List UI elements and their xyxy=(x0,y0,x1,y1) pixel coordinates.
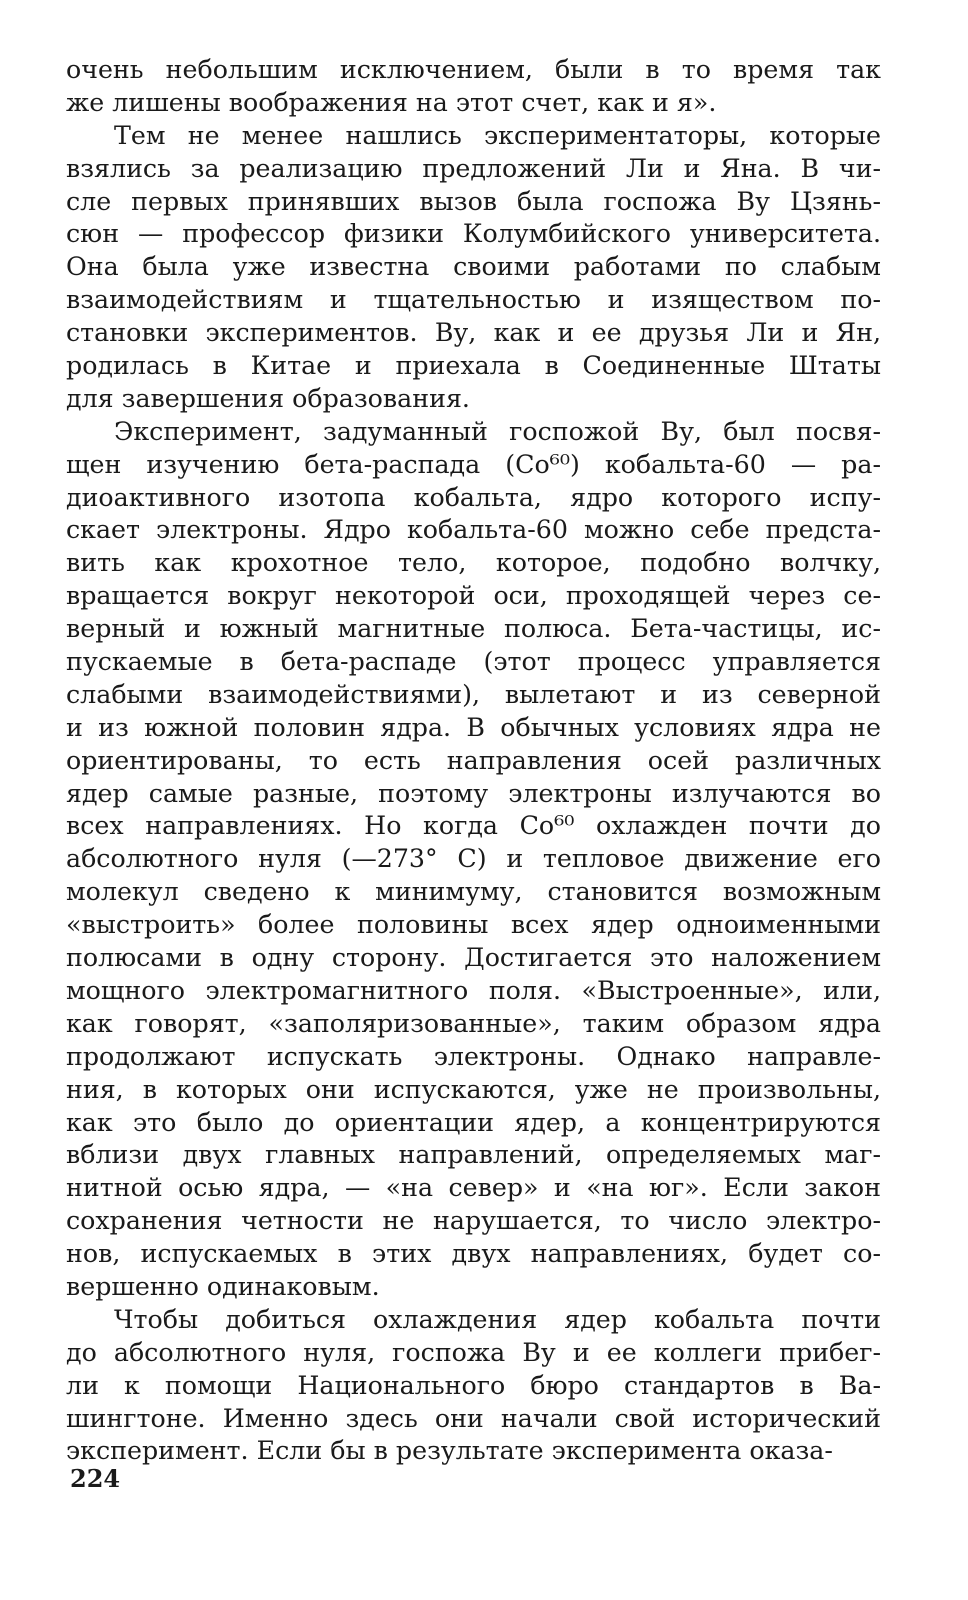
text-line: Чтобы добиться охлаждения ядер кобальта почти xyxy=(114,1304,881,1334)
text-line: полюсами в одну сторону. Достигается это наложением xyxy=(66,943,881,973)
text-line: же лишены воображения на этот счет, как и я». xyxy=(66,87,717,117)
text-line: вершенно одинаковым. xyxy=(66,1271,380,1301)
text-line: диоактивного изотопа кобальта, ядро которого испу- xyxy=(66,482,881,512)
text-line: взаимодействиям и тщательностью и изяществом по- xyxy=(66,285,881,315)
paragraph xyxy=(66,416,881,1304)
text-line: Эксперимент, задуманный госпожой Ву, был посвя- xyxy=(114,416,881,446)
text-line: Она была уже известна своими работами по слабым xyxy=(66,252,881,282)
text-line: скает электроны. Ядро кобальта-60 можно себе предста- xyxy=(66,515,881,545)
text-line: как это было до ориентации ядер, а концентрируются xyxy=(66,1107,881,1137)
text-line: ния, в которых они испускаются, уже не произвольны, xyxy=(66,1074,881,1104)
text-line: вращается вокруг некоторой оси, проходящей через се- xyxy=(66,581,881,611)
text-line: нитной осью ядра, — «на север» и «на юг». Если закон xyxy=(66,1173,881,1203)
text-line: молекул сведено к минимуму, становится возможным xyxy=(66,877,881,907)
text-line: становки экспериментов. Ву, как и ее друзья Ли и Ян, xyxy=(66,318,881,348)
text-line: очень небольшим исключением, были в то время так xyxy=(66,55,881,84)
page-number: 224 xyxy=(70,1464,121,1493)
text-line: ядер самые разные, поэтому электроны излучаются во xyxy=(66,778,881,808)
text-line: щен изучению бета-распада (Co⁶⁰) кобальта-60 — ра- xyxy=(66,449,881,479)
text-line: как говорят, «заполяризованные», таким образом ядра xyxy=(66,1008,881,1038)
text-line: сле первых принявших вызов была госпожа Ву Цзянь- xyxy=(66,186,881,216)
text-line: нов, испускаемых в этих двух направлениях, будет со- xyxy=(66,1239,881,1269)
text-line: сохранения четности не нарушается, то число электро- xyxy=(66,1206,881,1236)
paragraph xyxy=(66,120,881,416)
text-line: абсолютного нуля (—273° С) и тепловое движение его xyxy=(66,844,881,874)
text-line: «выстроить» более половины всех ядер одноименными xyxy=(66,910,881,940)
text-line: продолжают испускать электроны. Однако направле- xyxy=(66,1041,881,1071)
text-line: до абсолютного нуля, госпожа Ву и ее коллеги прибег- xyxy=(66,1337,881,1367)
text-line: вблизи двух главных направлений, определяемых маг- xyxy=(66,1140,881,1170)
paragraph xyxy=(66,1304,881,1468)
text-line: пускаемые в бета-распаде (этот процесс управляется xyxy=(66,647,881,677)
text-line: и из южной половин ядра. В обычных условиях ядра не xyxy=(66,712,881,742)
text-line: вить как крохотное тело, которое, подобно волчку, xyxy=(66,548,881,578)
paragraph xyxy=(66,54,881,120)
text-line: для завершения образования. xyxy=(66,383,470,413)
text-line: всех направлениях. Но когда Co⁶⁰ охлажден почти до xyxy=(66,811,881,841)
text-line: сюн — профессор физики Колумбийского университета. xyxy=(66,219,881,249)
text-line: ориентированы, то есть направления осей различных xyxy=(66,745,881,775)
text-line: Тем не менее нашлись экспериментаторы, которые xyxy=(114,120,881,150)
text-line: верный и южный магнитные полюса. Бета-частицы, ис- xyxy=(66,614,881,644)
text-line: шингтоне. Именно здесь они начали свой исторический xyxy=(66,1403,881,1433)
text-line: эксперимент. Если бы в результате эксперимента оказа- xyxy=(66,1436,833,1466)
text-line: ли к помощи Национального бюро стандартов в Ва- xyxy=(66,1370,881,1400)
text-line: мощного электромагнитного поля. «Выстроенные», или, xyxy=(66,975,881,1005)
text-line: взялись за реализацию предложений Ли и Яна. В чи- xyxy=(66,153,881,183)
text-line: слабыми взаимодействиями), вылетают и из северной xyxy=(66,679,881,709)
text-line: родилась в Китае и приехала в Соединенные Штаты xyxy=(66,351,881,381)
page-body xyxy=(66,54,881,1468)
